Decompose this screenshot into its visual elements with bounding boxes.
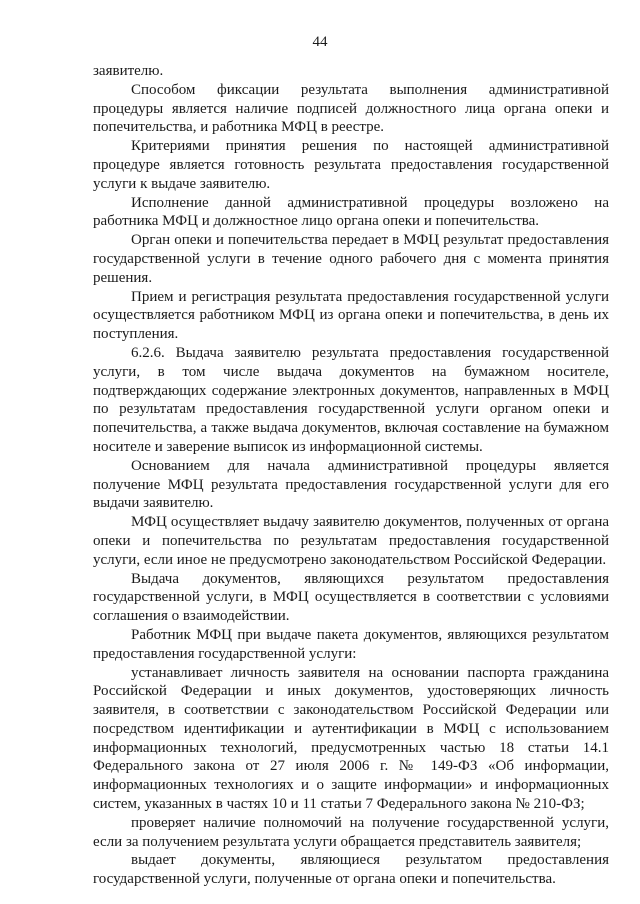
paragraph: Основанием для начала административной процедуры является получение МФЦ результата предоставления государственной услуги для его выдачи заявителю. xyxy=(93,457,609,512)
paragraph: МФЦ осуществляет выдачу заявителю документов, полученных от органа опеки и попечительства по результатам предоставления государственной услуги, если иное не предусмотрено законодательством Российской Федерации. xyxy=(93,514,609,568)
page-number: 44 xyxy=(312,34,328,50)
paragraph: Выдача документов, являющихся результатом предоставления государственной услуги, в МФЦ осуществляется в соответствии с условиями соглашения о взаимодействии. xyxy=(93,570,609,625)
document-body xyxy=(93,62,609,889)
list-item: устанавливает личность заявителя на основании паспорта гражданина Российской Федерации и иных документов, удостоверяющих личность заявителя, в соответствии с законодательством Российской Федерации или посредством идентификации и аутентификации в МФЦ с использованием информационных технологий, предусмотренных частью 18 статьи 14.1 Федерального закона от 27 июля 2006 г. № 149-ФЗ «Об информации, информационных технологиях и о защите информации» и информационных систем, указанных в частях 10 и 11 статьи 7 Федерального закона № 210-ФЗ; xyxy=(93,664,609,813)
list-item: выдает документы, являющиеся результатом предоставления государственной услуги, полученные от органа опеки и попечительства. xyxy=(93,852,609,888)
paragraph: Прием и регистрация результата предоставления государственной услуги осуществляется работником МФЦ из органа опеки и попечительства, в день их поступления. xyxy=(93,288,609,343)
paragraph: Способом фиксации результата выполнения административной процедуры является наличие подписей должностного лица органа опеки и попечительства, и работника МФЦ в реестре. xyxy=(93,81,609,136)
list-item: проверяет наличие полномочий на получение государственной услуги, если за получением результата услуги обращается представитель заявителя; xyxy=(93,814,609,850)
paragraph: Исполнение данной административной процедуры возложено на работника МФЦ и должностное лицо органа опеки и попечительства. xyxy=(93,194,609,230)
paragraph: Критериями принятия решения по настоящей административной процедуре является готовность результата предоставления государственной услуги к выдаче заявителю. xyxy=(93,138,609,192)
paragraph: заявителю. xyxy=(93,63,164,79)
paragraph: 6.2.6. Выдача заявителю результата предоставления государственной услуги, в том числе выдача документов на бумажном носителе, подтверждающих содержание электронных документов, направленных в МФЦ по результатам предоставления государственной услуги органом опеки и попечительства, а также выдача документов, включая составление на бумажном носителе и заверение выписок из информационной системы. xyxy=(93,344,609,455)
paragraph: Работник МФЦ при выдаче пакета документов, являющихся результатом предоставления государственной услуги: xyxy=(93,626,609,662)
paragraph: Орган опеки и попечительства передает в МФЦ результат предоставления государственной услуги в течение одного рабочего дня с момента принятия решения. xyxy=(93,232,609,286)
